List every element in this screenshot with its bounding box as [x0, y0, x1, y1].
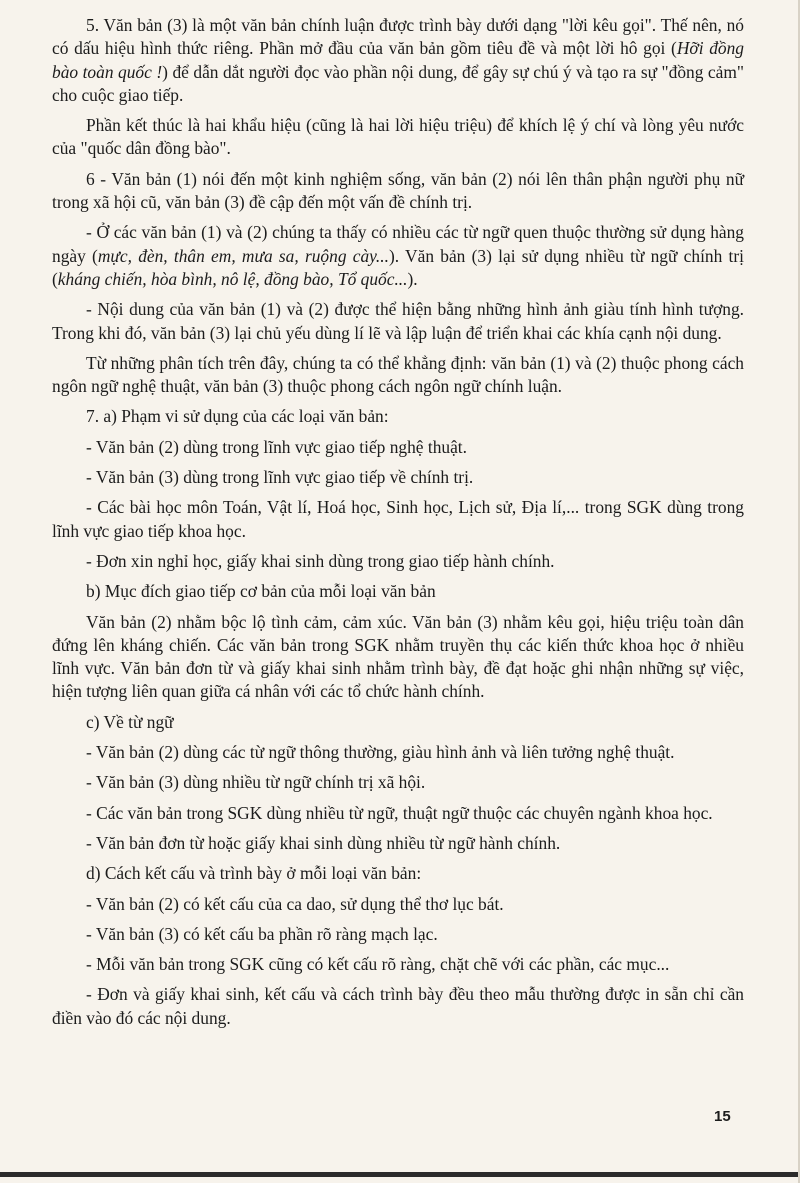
- text-run: - Văn bản (2) dùng các từ ngữ thông thường, giàu hình ảnh và liên tưởng nghệ thuật.: [86, 742, 675, 763]
- paragraph: [52, 832, 744, 855]
- text-run: - Đơn và giấy khai sinh, kết cấu và cách trình bày đều theo mẫu thường được in sẵn chỉ cần điền vào đó các nội dung.: [52, 984, 744, 1028]
- text-run: Phần kết thúc là hai khẩu hiệu (cũng là hai lời hiệu triệu) để khích lệ ý chí và lòng yêu nước của "quốc dân đồng bào".: [52, 115, 744, 159]
- text-run: b) Mục đích giao tiếp cơ bản của mỗi loại văn bản: [86, 581, 436, 602]
- text-run: - Văn bản (2) dùng trong lĩnh vực giao tiếp nghệ thuật.: [86, 436, 467, 457]
- text-run: - Văn bản (3) dùng nhiều từ ngữ chính trị xã hội.: [86, 772, 426, 793]
- paragraph: [52, 983, 744, 1030]
- text-run: 6 - Văn bản (1) nói đến một kinh nghiệm sống, văn bản (2) nói lên thân phận người phụ nữ trong xã hội cũ, văn bản (3) đề cập đến một vấn đề chính trị.: [52, 168, 744, 213]
- paragraph: [52, 221, 744, 291]
- italic-text-run: mực, đèn, thân em, mưa sa, ruộng cày...: [97, 245, 389, 266]
- paragraph: [52, 611, 744, 704]
- paragraph: [52, 580, 744, 603]
- italic-text-run: kháng chiến, hòa bình, nô lệ, đồng bào, Tổ quốc...: [57, 268, 408, 289]
- paragraph: [52, 114, 744, 161]
- paragraph: [52, 802, 744, 825]
- paragraph: [52, 496, 744, 543]
- paragraph: [52, 14, 744, 107]
- page-number: 15: [714, 1108, 731, 1125]
- text-run: 7. a) Phạm vi sử dụng của các loại văn bản:: [86, 406, 389, 427]
- text-run: - Các văn bản trong SGK dùng nhiều từ ngữ, thuật ngữ thuộc các chuyên ngành khoa học.: [86, 802, 713, 823]
- text-run: ).: [407, 268, 418, 289]
- page-body-text: [52, 14, 744, 1037]
- paragraph: [52, 893, 744, 916]
- text-run: - Văn bản (3) có kết cấu ba phần rõ ràng mạch lạc.: [86, 923, 438, 944]
- paragraph: [52, 711, 744, 734]
- text-run: d) Cách kết cấu và trình bày ở mỗi loại văn bản:: [86, 863, 422, 884]
- text-run: ) để dẫn dắt người đọc vào phần nội dung, để gây sự chú ý và tạo ra sự "đồng cảm" cho cuộc giao tiếp.: [52, 61, 744, 105]
- paragraph: [52, 352, 744, 399]
- italic-text-run: Hỡi đồng bào toàn quốc !: [52, 38, 744, 82]
- text-run: - Đơn xin nghỉ học, giấy khai sinh dùng trong giao tiếp hành chính.: [86, 550, 555, 571]
- text-run: - Văn bản (2) có kết cấu của ca dao, sử dụng thể thơ lục bát.: [86, 893, 504, 914]
- text-run: - Nội dung của văn bản (1) và (2) được thể hiện bằng những hình ảnh giàu tính hình tượng. Trong khi đó, văn bản (3) lại chủ yếu dùng lí lẽ và lập luận để triển khai các khía cạnh nội dung.: [52, 299, 744, 343]
- text-run: - Các bài học môn Toán, Vật lí, Hoá học, Sinh học, Lịch sử, Địa lí,... trong SGK dùng trong lĩnh vực giao tiếp khoa học.: [52, 497, 744, 541]
- paragraph: [52, 405, 744, 428]
- text-run: c) Về từ ngữ: [86, 711, 174, 732]
- text-run: ). Văn bản (3) lại sử dụng nhiều từ ngữ chính trị (: [52, 245, 745, 289]
- page-bottom-edge: [0, 1172, 800, 1177]
- text-run: 5. Văn bản (3) là một văn bản chính luận được trình bày dưới dạng "lời kêu gọi". Thế nên, nó có dấu hiệu hình thức riêng. Phần mở đầu của văn bản gồm tiêu đề và một lời hô gọi (: [52, 15, 744, 59]
- paragraph: [52, 168, 744, 215]
- paragraph: [52, 550, 744, 573]
- paragraph: [52, 923, 744, 946]
- text-run: Từ những phân tích trên đây, chúng ta có thể khẳng định: văn bản (1) và (2) thuộc phong cách ngôn ngữ nghệ thuật, văn bản (3) thuộc phong cách ngôn ngữ chính luận.: [52, 352, 744, 397]
- paragraph: [52, 436, 744, 459]
- text-run: - Mỗi văn bản trong SGK cũng có kết cấu rõ ràng, chặt chẽ với các phần, các mục...: [86, 954, 670, 975]
- text-run: - Văn bản (3) dùng trong lĩnh vực giao tiếp về chính trị.: [86, 467, 474, 488]
- text-run: Văn bản (2) nhằm bộc lộ tình cảm, cảm xúc. Văn bản (3) nhằm kêu gọi, hiệu triệu toàn dân đứng lên kháng chiến. Các văn bản trong SGK nhằm truyền thụ các kiến thức khoa học ở nhiều lĩnh vực. Văn bản đơn từ và giấy khai sinh nhằm trình bày, đề đạt hoặc ghi nhận những sự việc, hiện tượng liên quan giữa cá nhân với các tổ chức hành chính.: [52, 611, 744, 702]
- paragraph: [52, 771, 744, 794]
- paragraph: [52, 953, 744, 976]
- paragraph: [52, 741, 744, 764]
- text-run: - Ở các văn bản (1) và (2) chúng ta thấy có nhiều các từ ngữ quen thuộc thường sử dụng hàng ngày (: [52, 222, 744, 266]
- paragraph: [52, 298, 744, 345]
- paragraph: [52, 862, 744, 885]
- paragraph: [52, 466, 744, 489]
- text-run: - Văn bản đơn từ hoặc giấy khai sinh dùng nhiều từ ngữ hành chính.: [86, 832, 561, 853]
